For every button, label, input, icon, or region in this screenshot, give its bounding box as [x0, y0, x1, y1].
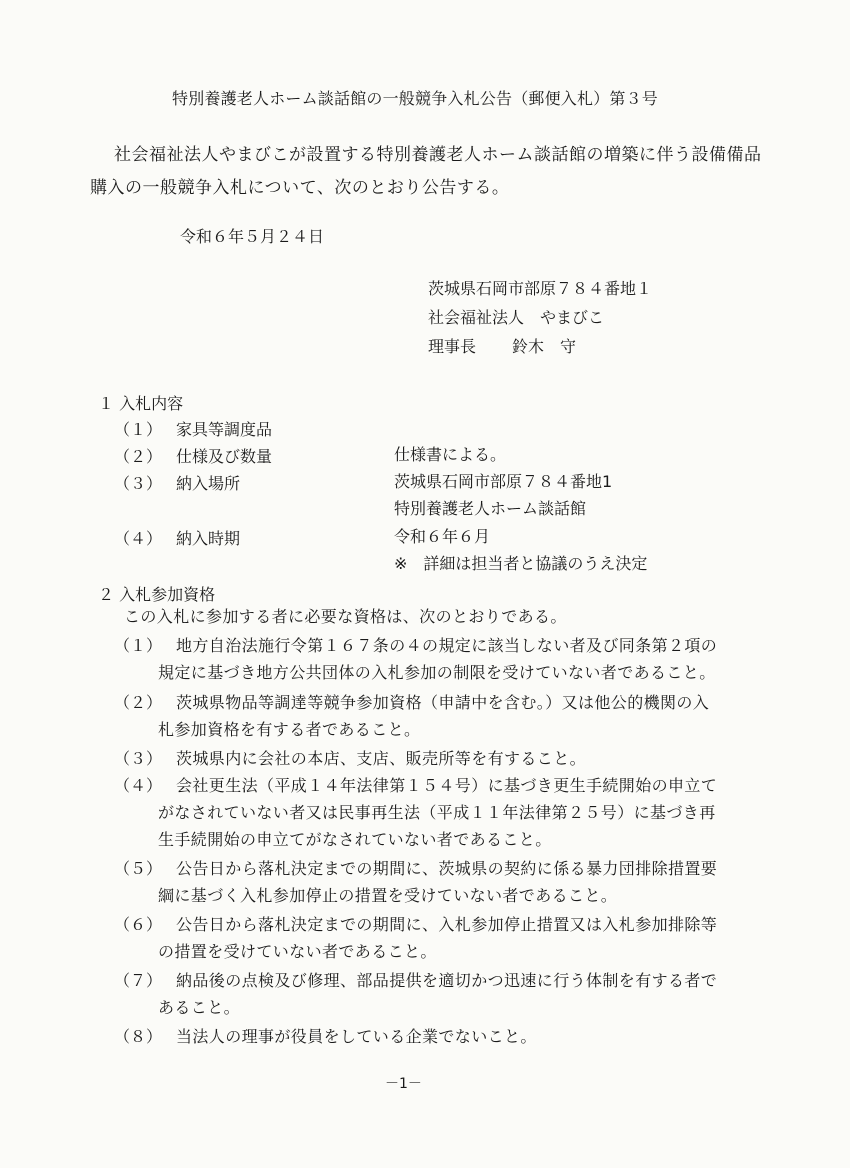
- section1-item-2-number: （２）: [114, 447, 163, 466]
- section1-item-4-label: 納入時期: [176, 529, 241, 548]
- sender-role: 理事長: [428, 337, 477, 356]
- section1-item-1-label: 家具等調度品: [176, 420, 273, 439]
- intro-line-1: 社会福祉法人やまびこが設置する特別養護老人ホーム談話館の増築に伴う設備備品: [114, 145, 762, 165]
- section2-item-6-line-1: 公告日から落札決定までの期間に、入札参加停止措置又は入札参加排除等: [176, 915, 718, 934]
- section2-item-6-number: （６）: [114, 915, 163, 934]
- section1-item-3-number: （３）: [114, 474, 163, 493]
- section2-item-7-line-1: 納品後の点検及び修理、部品提供を適切かつ迅速に行う体制を有する者で: [176, 971, 718, 990]
- section2-item-1-line-2: 規定に基づき地方公共団体の入札参加の制限を受けていない者であること。: [158, 663, 716, 682]
- section2-item-5-line-1: 公告日から落札決定までの期間に、茨城県の契約に係る暴力団排除措置要: [176, 859, 718, 878]
- section1-item-4-value-2: ※ 詳細は担当者と協議のうえ決定: [394, 554, 648, 573]
- section2-item-5-line-2: 綱に基づく入札参加停止の措置を受けていない者であること。: [158, 886, 618, 905]
- section1-item-4-value: 令和６年６月: [394, 527, 491, 546]
- page-number: －1－: [385, 1076, 422, 1092]
- document-title: 特別養護老人ホーム談話館の一般競争入札公告（郵便入札）第３号: [172, 89, 659, 108]
- sender-signature: [428, 334, 576, 357]
- section2-item-5-number: （５）: [114, 859, 163, 878]
- section2-item-1-line-1: 地方自治法施行令第１６７条の４の規定に該当しない者及び同条第２項の: [176, 636, 718, 655]
- section2-item-8-number: （８）: [114, 1027, 163, 1046]
- section1-item-3-label: 納入場所: [176, 474, 241, 493]
- sender-organization: 社会福祉法人 やまびこ: [428, 308, 605, 327]
- section2-item-2-line-2: 札参加資格を有する者であること。: [158, 720, 421, 739]
- section1-item-1-number: （１）: [114, 420, 163, 439]
- section2-item-8-line-1: 当法人の理事が役員をしている企業でないこと。: [176, 1027, 537, 1046]
- intro-line-2: 購入の一般競争入札について、次のとおり公告する。: [90, 178, 510, 198]
- sender-address: 茨城県石岡市部原７８４番地１: [428, 279, 653, 298]
- section2-heading: ２ 入札参加資格: [98, 585, 216, 604]
- section1-item-2-value: 仕様書による。: [394, 445, 507, 464]
- section1-item-3-value: 茨城県石岡市部原７８４番地1: [394, 472, 613, 491]
- section2-item-2-line-1: 茨城県物品等調達等競争参加資格（申請中を含む。）又は他公的機関の入: [176, 693, 710, 712]
- section2-item-1-number: （１）: [114, 636, 163, 655]
- section2-item-2-number: （２）: [114, 693, 163, 712]
- section2-item-7-number: （７）: [114, 971, 163, 990]
- section2-item-4-line-3: 生手続開始の申立てがなされていない者であること。: [158, 830, 552, 849]
- section2-item-6-line-2: の措置を受けていない者であること。: [158, 942, 437, 961]
- section2-item-4-number: （４）: [114, 776, 163, 795]
- section1-item-3-value-2: 特別養護老人ホーム談話館: [394, 499, 587, 518]
- section2-item-4-line-2: がなされていない者又は民事再生法（平成１１年法律第２５号）に基づき再: [158, 803, 716, 822]
- section1-item-4-number: （４）: [114, 529, 163, 548]
- section2-item-4-line-1: 会社更生法（平成１４年法律第１５４号）に基づき更生手続開始の申立て: [176, 776, 718, 795]
- announcement-date: 令和６年５月２４日: [180, 227, 325, 246]
- section2-item-7-line-2: あること。: [158, 998, 241, 1017]
- sender-name: 鈴木 守: [512, 337, 577, 356]
- section2-item-3-number: （３）: [114, 749, 163, 768]
- section2-lead: この入札に参加する者に必要な資格は、次のとおりである。: [124, 607, 567, 626]
- section2-item-3-line-1: 茨城県内に会社の本店、支店、販売所等を有すること。: [176, 749, 587, 768]
- section1-item-2-label: 仕様及び数量: [176, 447, 273, 466]
- section1-heading: １ 入札内容: [98, 394, 184, 413]
